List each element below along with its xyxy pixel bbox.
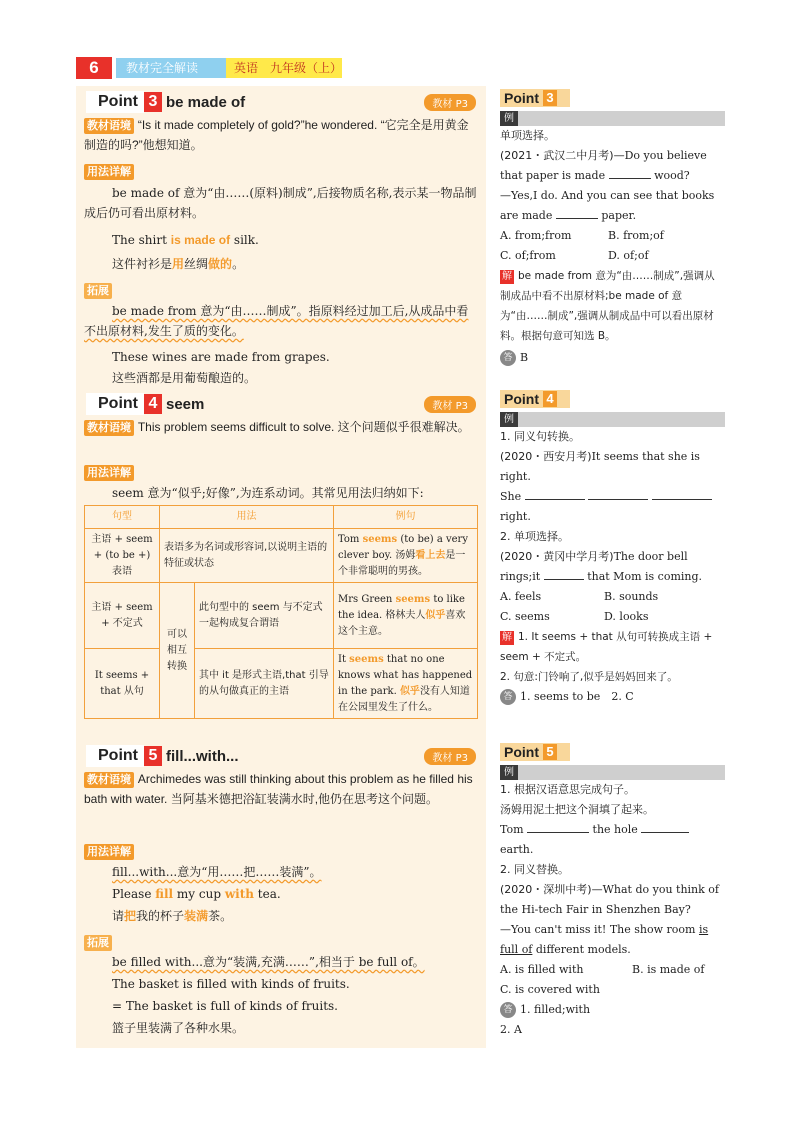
point5-ext-tag (84, 931, 112, 951)
example-text: 这件衬衫是 (112, 257, 173, 271)
example-text: The shirt (112, 233, 171, 247)
usage-text: fill...with...意为“用……把……装满”。 (112, 865, 322, 879)
example-text: 丝绸 (184, 257, 209, 271)
table-cell: 主语 + seem + (to be +)表语 (85, 529, 160, 583)
point-title: fill...with... (166, 747, 239, 765)
question-text: earth. (500, 843, 534, 856)
point5-usage-tag (84, 840, 134, 860)
table-header: 例句 (334, 506, 478, 529)
cell-highlight: 似乎 (399, 685, 420, 697)
example-text: 我的杯子 (136, 909, 185, 923)
textbook-ref: 教材 P3 (424, 94, 476, 111)
cell-text: (to be) a very clever boy. 汤姆 (338, 533, 468, 561)
cell-text: Tom (338, 533, 363, 545)
example-highlight: 把 (124, 909, 137, 923)
question-source: (2021・武汉二中月考) (500, 149, 614, 162)
textbook-ref: 教材 P3 (424, 748, 476, 765)
option-d[interactable]: D. of;of (608, 249, 649, 262)
option-c[interactable]: C. of;from (500, 249, 556, 262)
option-a[interactable]: A. is filled with (500, 963, 584, 976)
question-text: —You can't miss it! The show room (500, 923, 699, 936)
answer-blank[interactable] (652, 487, 712, 500)
question-text: paper. (601, 209, 637, 222)
example-text: tea. (253, 887, 281, 901)
table-cell: 可以相互转换 (160, 583, 195, 719)
question-text: It seems that she is right. (500, 450, 700, 483)
cell-highlight: seems (362, 533, 398, 545)
subject-label: 英语 九年级（上） (226, 58, 342, 78)
point-word: Point (86, 91, 144, 113)
point3-example-cn (112, 254, 244, 274)
point4-context (84, 417, 480, 437)
example-bar (500, 111, 725, 126)
answer-badge: 答 (500, 689, 516, 705)
answer-blank[interactable] (544, 567, 584, 580)
option-c[interactable]: C. seems (500, 610, 550, 623)
point3-header (86, 91, 476, 113)
point-number: 3 (543, 90, 557, 106)
point-number: 4 (144, 394, 162, 414)
explanation-text: be made from 意为“由……制成”,强调从制成品中看不出原材料;be made of 意为“由……制成”,强调从制成品中可以看出原材料。根据句意可知选 B。 (500, 270, 715, 342)
answer-text: 2. A (500, 1023, 522, 1036)
explanation-text: 2. 句意:门铃响了,似乎是妈妈回来了。 (500, 671, 678, 683)
question-type: 1. 同义句转换。 (500, 430, 580, 443)
table-cell: It seems + that 从句 (85, 649, 160, 719)
point-word: Point (504, 744, 539, 760)
cell-text: Mrs Green (338, 593, 396, 605)
example-highlight: fill (155, 887, 174, 901)
example-icon: 例 (500, 111, 518, 126)
context-text: “Is it made completely of gold?”he wondered. “它完全是用黄金制造的吗?”他想知道。 (84, 118, 469, 152)
answer-blank[interactable] (525, 487, 585, 500)
option-d[interactable]: D. looks (604, 610, 649, 623)
example-text: 请 (112, 909, 125, 923)
extension-tag: 拓展 (84, 935, 112, 951)
answer-blank[interactable] (588, 487, 648, 500)
option-b[interactable]: B. is made of (632, 963, 705, 976)
answer-text: 1. filled;with (520, 1003, 591, 1016)
answer (500, 687, 725, 707)
question-text: Tom (500, 823, 524, 836)
context-text: This problem seems difficult to solve. 这个问题似乎很难解决。 (137, 420, 470, 434)
answer (500, 348, 725, 368)
point5-context (84, 769, 480, 809)
right-point-header (500, 89, 570, 107)
explanation-text: 1. It seems + that 从句可转换成主语 + seem + 不定式。 (500, 631, 713, 663)
example-bar (500, 765, 725, 780)
example-bar (500, 412, 725, 427)
right-point-header (500, 390, 570, 408)
point-number: 3 (144, 92, 162, 112)
point-number: 5 (543, 744, 557, 760)
context-text: Archimedes was still thinking about this problem as he filled his bath with water. 当阿基米德把浴缸装满水时,他仍在思考这个问题。 (84, 772, 473, 806)
right-point-header (500, 743, 570, 761)
underlined-phrase: is full of (500, 923, 709, 956)
right-point3 (500, 89, 725, 368)
point5-example-en (112, 884, 281, 904)
question-text: right. (500, 510, 531, 523)
answer-blank[interactable] (641, 820, 689, 833)
extension-tag: 拓展 (84, 283, 112, 299)
explanation (500, 627, 725, 667)
seem-usage-table (84, 505, 478, 719)
explanation-badge: 解 (502, 271, 512, 282)
cell-highlight: seems (395, 593, 431, 605)
point3-ext-tag (84, 279, 112, 299)
explanation-badge: 解 (502, 632, 512, 643)
table-cell (334, 649, 478, 719)
cell-highlight: 似乎 (425, 609, 446, 621)
textbook-ref: 教材 P3 (424, 396, 476, 413)
question-text: —What do you think of the Hi-tech Fair in Shenzhen Bay? (500, 883, 719, 916)
point5-example-cn (112, 906, 232, 926)
cell-text: to like the idea. 格林夫人 (338, 593, 465, 621)
point-title: seem (166, 395, 205, 413)
question-type: 2. 单项选择。 (500, 530, 569, 543)
point-word: Point (504, 90, 539, 106)
point-title: be made of (166, 93, 246, 111)
cell-highlight: 看上去 (415, 549, 446, 561)
table-header: 用法 (160, 506, 334, 529)
question-source: (2020・深圳中考) (500, 883, 592, 896)
point5-header (86, 745, 476, 767)
example-highlight: 用 (172, 257, 185, 271)
option-a[interactable]: A. feels (500, 590, 542, 603)
usage-tag: 用法详解 (84, 465, 134, 481)
question-text: —Do you believe that paper is made (500, 149, 707, 182)
answer-badge: 答 (500, 1002, 516, 1018)
table-cell: 主语 + seem + 不定式 (85, 583, 160, 649)
point5-ext-cn: 篮子里装满了各种水果。 (112, 1021, 245, 1035)
question-source: (2020・西安月考) (500, 450, 592, 463)
table-cell: 其中 it 是形式主语,that 引导的从句做真正的主语 (195, 649, 334, 719)
option-a[interactable]: A. from;from (500, 229, 572, 242)
question-source: (2020・黄冈中学月考) (500, 550, 614, 563)
question-text: wood? (654, 169, 690, 182)
question-text: The door bell rings;it (500, 550, 688, 583)
explanation (500, 266, 725, 346)
cell-text: 喜欢这个主意。 (338, 609, 466, 637)
point5-ext-en2: = The basket is full of kinds of fruits. (112, 999, 338, 1013)
example-icon: 例 (500, 412, 518, 427)
right-point4 (500, 390, 725, 707)
table-cell: 表语多为名词或形容词,以说明主语的特征或状态 (160, 529, 334, 583)
example-highlight: is made of (170, 233, 231, 247)
usage-tag: 用法详解 (84, 844, 134, 860)
point3-context (84, 115, 480, 155)
answer-text: 1. seems to be 2. C (520, 690, 634, 703)
question-text: that Mom is coming. (587, 570, 703, 583)
example-text: my cup (173, 887, 225, 901)
example-text: silk. (230, 233, 259, 247)
point3-example-en (112, 230, 259, 250)
question-type: 1. 根据汉语意思完成句子。 (500, 783, 635, 796)
cell-text: 没有人知道在公园里发生了什么。 (338, 685, 470, 713)
cell-highlight: seems (349, 653, 384, 665)
example-highlight: 装满 (184, 909, 209, 923)
question-text: —Yes,I do. And you can see that books are made (500, 189, 715, 222)
point-word: Point (86, 745, 144, 767)
point3-ext-en: These wines are made from grapes. (112, 350, 330, 364)
point3-usage-tag (84, 160, 134, 180)
point-word: Point (504, 391, 539, 407)
point4-header (86, 393, 476, 415)
context-tag: 教材语境 (84, 118, 134, 134)
option-b[interactable]: B. sounds (604, 590, 659, 603)
point5-extension (112, 952, 425, 972)
table-cell (334, 583, 478, 649)
answer-blank[interactable] (609, 166, 651, 179)
extension-text: be made from 意为“由……制成”。指原料经过加工后,从成品中看不出原材料,发生了质的变化。 (84, 304, 469, 338)
point4-usage-tag (84, 461, 134, 481)
example-icon: 例 (500, 765, 518, 780)
question-text: She (500, 490, 522, 503)
example-text: 。 (232, 257, 245, 271)
table-cell (334, 529, 478, 583)
point-number: 4 (543, 391, 557, 407)
context-tag: 教材语境 (84, 420, 134, 436)
context-tag: 教材语境 (84, 772, 134, 788)
cell-text: that no one knows what has happened in the park. (338, 653, 473, 697)
answer (500, 1000, 725, 1020)
example-highlight: with (224, 887, 254, 901)
example-highlight: 做的 (208, 257, 233, 271)
point4-usage: seem 意为“似乎;好像”,为连系动词。其常见用法归纳如下: (112, 486, 424, 500)
table-cell: 此句型中的 seem 与不定式一起构成复合谓语 (195, 583, 334, 649)
example-text: Please (112, 887, 156, 901)
option-c[interactable]: C. is covered with (500, 983, 600, 996)
series-label: 教材完全解读 (116, 58, 226, 78)
point3-ext-cn: 这些酒都是用葡萄酿造的。 (112, 371, 257, 385)
cell-text: 是一个非常聪明的男孩。 (338, 549, 466, 577)
point5-usage (112, 862, 322, 882)
page-number: 6 (76, 57, 112, 79)
point3-usage: be made of 意为“由……(原料)制成”,后接物质名称,表示某一物品制成后仍可看出原材料。 (84, 186, 477, 220)
question-text: 汤姆用泥土把这个洞填了起来。 (500, 803, 654, 816)
point-number: 5 (144, 746, 162, 766)
question-text: the hole (592, 823, 638, 836)
answer-text: B (520, 351, 529, 364)
answer-blank[interactable] (556, 206, 598, 219)
question-text: different models. (532, 943, 631, 956)
question-type: 2. 同义替换。 (500, 863, 569, 876)
table-header: 句型 (85, 506, 160, 529)
point-word: Point (86, 393, 144, 415)
answer-badge: 答 (500, 350, 516, 366)
question-type: 单项选择。 (500, 129, 555, 142)
point3-extension (84, 301, 480, 341)
point5-ext-en1: The basket is filled with kinds of fruits. (112, 977, 350, 991)
usage-tag: 用法详解 (84, 164, 134, 180)
example-text: 茶。 (208, 909, 233, 923)
option-b[interactable]: B. from;of (608, 229, 664, 242)
extension-text: be filled with...意为“装满,充满……”,相当于 be full of。 (112, 955, 425, 969)
right-point5 (500, 743, 725, 1040)
cell-text: It (338, 653, 350, 665)
answer-blank[interactable] (527, 820, 589, 833)
